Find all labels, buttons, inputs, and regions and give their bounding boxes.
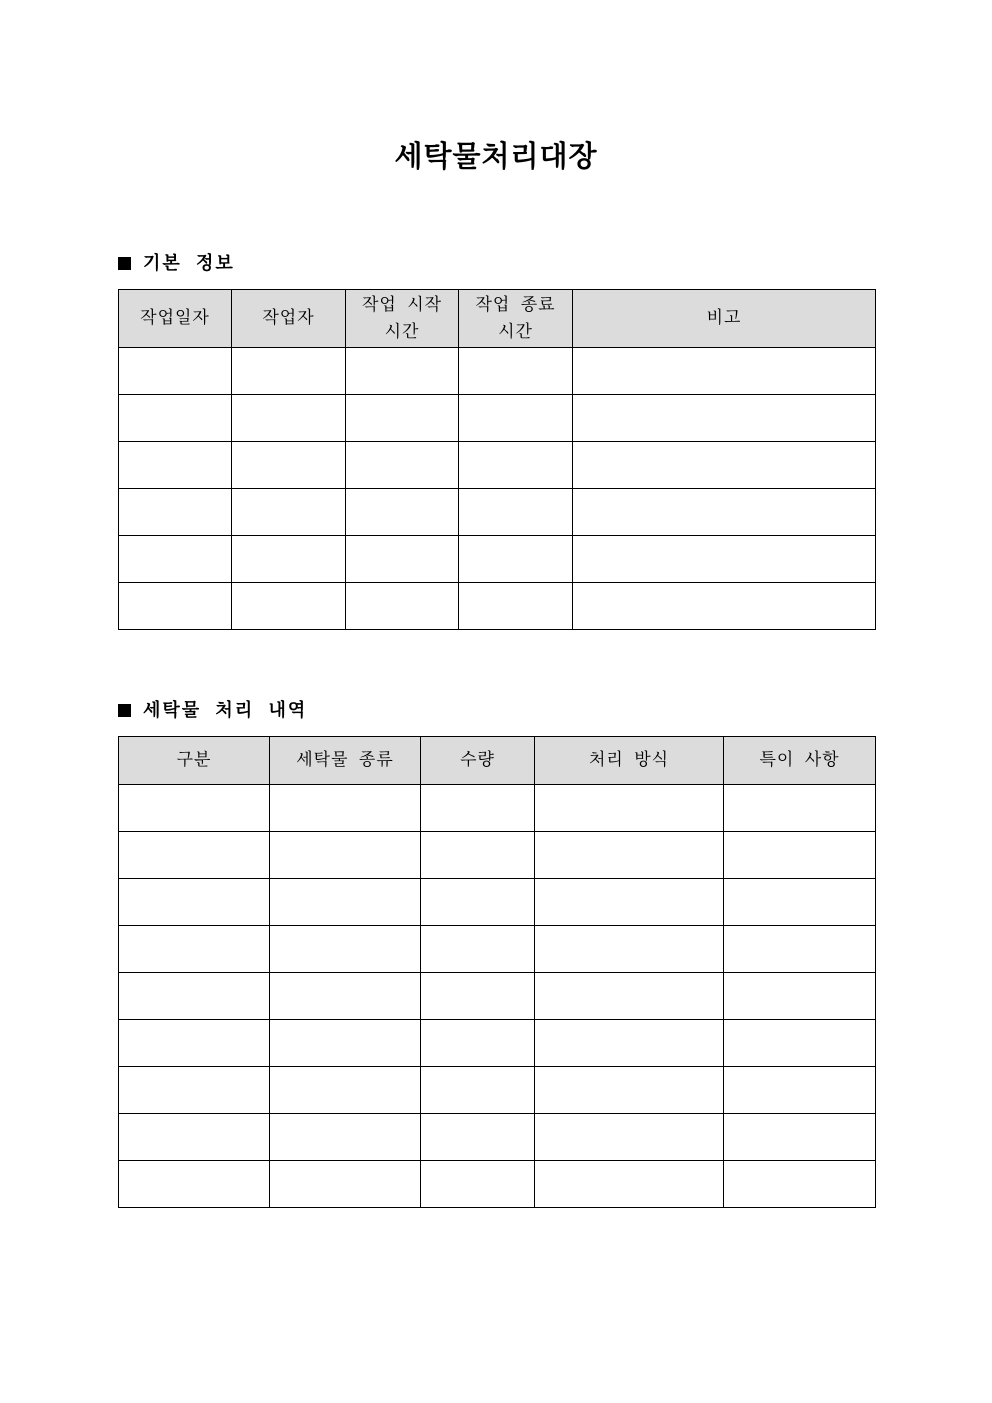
table-cell[interactable] — [535, 973, 724, 1020]
table-cell[interactable] — [724, 832, 876, 879]
table-cell[interactable] — [119, 1161, 270, 1208]
table-cell[interactable] — [119, 1114, 270, 1161]
table-row — [119, 832, 876, 879]
table-cell[interactable] — [346, 489, 459, 536]
table-cell[interactable] — [724, 1114, 876, 1161]
col-header-end-time: 작업 종료 시간 — [459, 290, 573, 348]
table-cell[interactable] — [270, 879, 421, 926]
table-cell[interactable] — [535, 879, 724, 926]
table-cell[interactable] — [119, 536, 232, 583]
table-cell[interactable] — [459, 583, 573, 630]
col-header-laundry-type: 세탁물 종류 — [270, 737, 421, 785]
table-cell[interactable] — [119, 583, 232, 630]
table-cell[interactable] — [119, 973, 270, 1020]
table-cell[interactable] — [535, 1114, 724, 1161]
table-header-row — [119, 290, 876, 348]
table-cell[interactable] — [421, 785, 535, 832]
table-cell[interactable] — [421, 1161, 535, 1208]
table-cell[interactable] — [535, 832, 724, 879]
table-cell[interactable] — [724, 1161, 876, 1208]
table-cell[interactable] — [119, 348, 232, 395]
col-header-special-notes: 특이 사항 — [724, 737, 876, 785]
table-cell[interactable] — [270, 973, 421, 1020]
table-cell[interactable] — [573, 489, 876, 536]
table-cell[interactable] — [346, 583, 459, 630]
table-row — [119, 1020, 876, 1067]
table-row — [119, 1161, 876, 1208]
laundry-details-table — [118, 736, 876, 1208]
table-cell[interactable] — [459, 348, 573, 395]
table-cell[interactable] — [459, 536, 573, 583]
col-header-category: 구분 — [119, 737, 270, 785]
table-cell[interactable] — [232, 583, 346, 630]
table-row — [119, 583, 876, 630]
section-heading-label: 기본 정보 — [143, 253, 235, 274]
table-cell[interactable] — [346, 536, 459, 583]
table-cell[interactable] — [270, 1161, 421, 1208]
section-heading-laundry-details — [118, 699, 307, 723]
table-cell[interactable] — [421, 926, 535, 973]
table-cell[interactable] — [724, 1020, 876, 1067]
table-cell[interactable] — [232, 395, 346, 442]
table-cell[interactable] — [573, 442, 876, 489]
table-row — [119, 1114, 876, 1161]
col-header-work-date: 작업일자 — [119, 290, 232, 348]
table-cell[interactable] — [535, 926, 724, 973]
table-cell[interactable] — [346, 348, 459, 395]
table-cell[interactable] — [346, 442, 459, 489]
table-cell[interactable] — [724, 785, 876, 832]
col-header-worker: 작업자 — [232, 290, 346, 348]
table-row — [119, 395, 876, 442]
table-cell[interactable] — [535, 1020, 724, 1067]
table-cell[interactable] — [119, 489, 232, 536]
table-cell[interactable] — [573, 536, 876, 583]
table-row — [119, 489, 876, 536]
table-header-row — [119, 737, 876, 785]
table-row — [119, 1067, 876, 1114]
table-cell[interactable] — [724, 879, 876, 926]
col-header-quantity: 수량 — [421, 737, 535, 785]
table-cell[interactable] — [119, 879, 270, 926]
table-cell[interactable] — [270, 1114, 421, 1161]
table-row — [119, 879, 876, 926]
table-cell[interactable] — [421, 1114, 535, 1161]
col-header-notes: 비고 — [573, 290, 876, 348]
table-cell[interactable] — [421, 973, 535, 1020]
table-row — [119, 926, 876, 973]
table-cell[interactable] — [535, 785, 724, 832]
table-cell[interactable] — [421, 879, 535, 926]
table-cell[interactable] — [270, 785, 421, 832]
table-cell[interactable] — [270, 832, 421, 879]
table-cell[interactable] — [270, 926, 421, 973]
square-bullet-icon — [118, 704, 131, 717]
table-cell[interactable] — [346, 395, 459, 442]
table-cell[interactable] — [119, 785, 270, 832]
col-header-start-time: 작업 시작 시간 — [346, 290, 459, 348]
table-cell[interactable] — [724, 926, 876, 973]
section-heading-basic-info — [118, 252, 235, 276]
page-title: 세탁물처리대장 — [394, 139, 598, 173]
basic-info-table — [118, 289, 876, 630]
table-cell[interactable] — [535, 1161, 724, 1208]
table-cell[interactable] — [119, 1020, 270, 1067]
table-cell[interactable] — [573, 348, 876, 395]
table-cell[interactable] — [724, 973, 876, 1020]
table-cell[interactable] — [232, 489, 346, 536]
table-row — [119, 348, 876, 395]
table-cell[interactable] — [270, 1020, 421, 1067]
table-cell[interactable] — [119, 832, 270, 879]
table-cell[interactable] — [270, 1067, 421, 1114]
table-row — [119, 785, 876, 832]
table-row — [119, 442, 876, 489]
section-heading-label: 세탁물 처리 내역 — [143, 700, 308, 721]
square-bullet-icon — [118, 257, 131, 270]
table-cell[interactable] — [119, 395, 232, 442]
table-cell[interactable] — [459, 395, 573, 442]
table-cell[interactable] — [119, 1067, 270, 1114]
table-cell[interactable] — [573, 395, 876, 442]
table-cell[interactable] — [421, 1067, 535, 1114]
table-cell[interactable] — [232, 442, 346, 489]
table-cell[interactable] — [573, 583, 876, 630]
col-header-processing-method: 처리 방식 — [535, 737, 724, 785]
table-cell[interactable] — [724, 1067, 876, 1114]
table-cell[interactable] — [421, 832, 535, 879]
table-row — [119, 536, 876, 583]
table-cell[interactable] — [232, 536, 346, 583]
table-cell[interactable] — [459, 489, 573, 536]
table-cell[interactable] — [232, 348, 346, 395]
table-row — [119, 973, 876, 1020]
table-cell[interactable] — [459, 442, 573, 489]
table-cell[interactable] — [119, 442, 232, 489]
table-cell[interactable] — [119, 926, 270, 973]
table-cell[interactable] — [421, 1020, 535, 1067]
table-cell[interactable] — [535, 1067, 724, 1114]
